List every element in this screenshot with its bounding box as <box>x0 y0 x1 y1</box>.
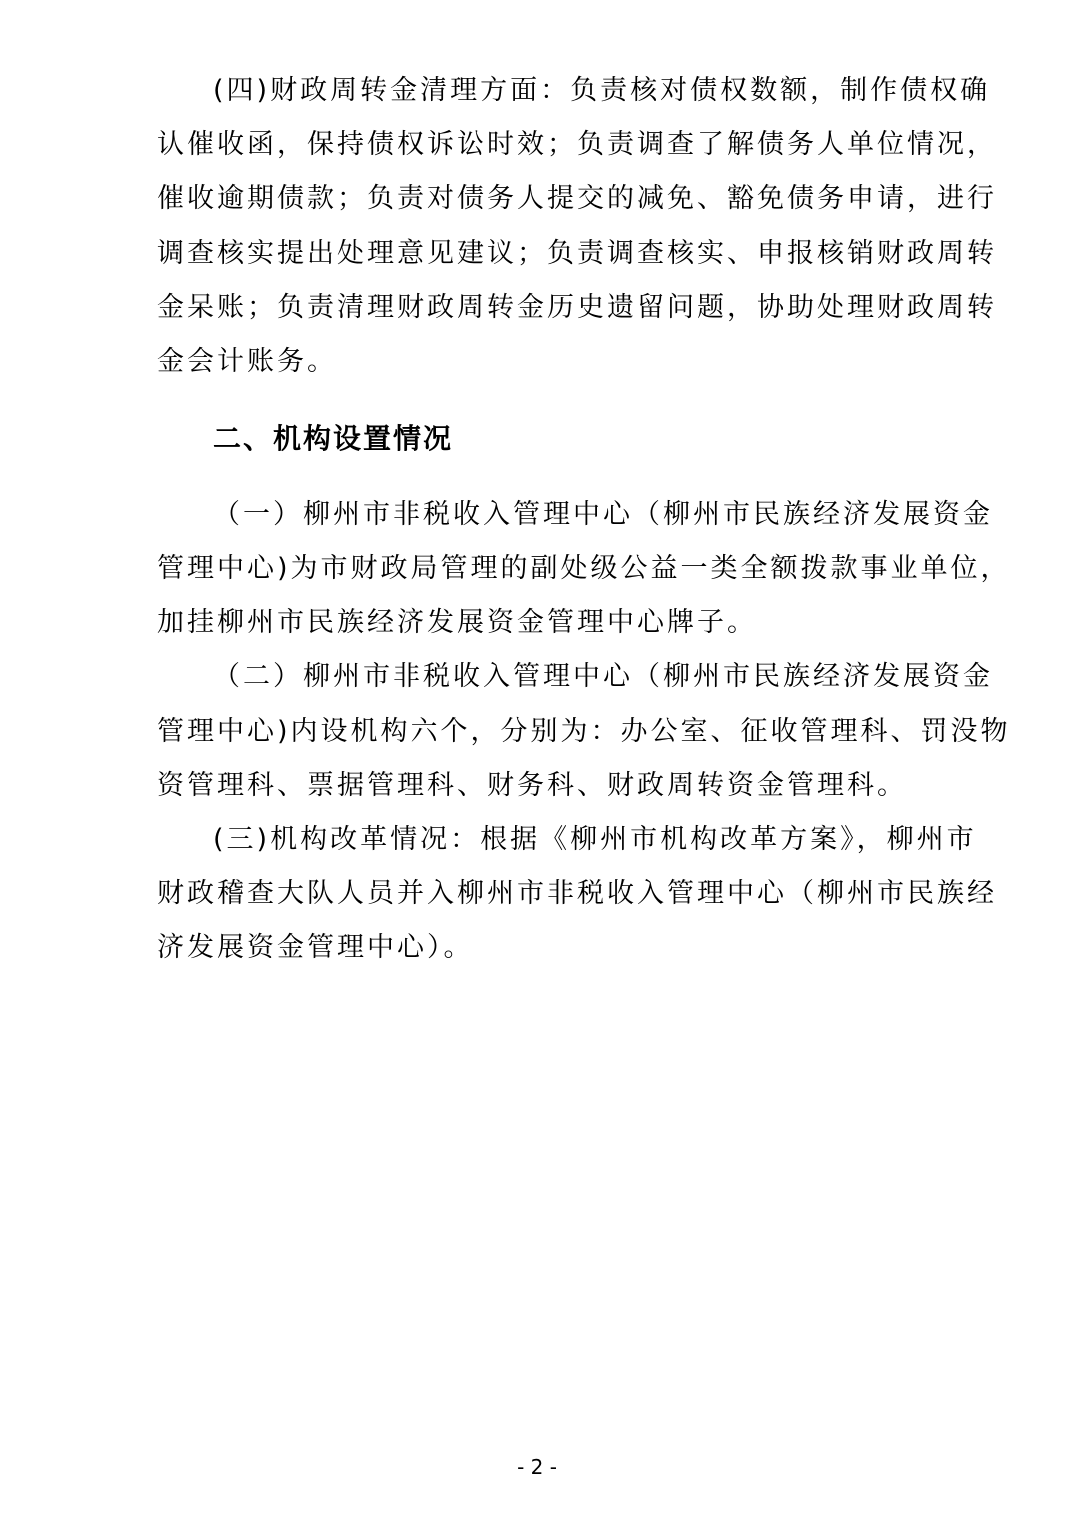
item-one-line-2: 管理中心)为市财政局管理的副处级公益一类全额拨款事业单位， <box>157 553 1011 584</box>
section-four-line-6: 金会计账务。 <box>157 346 337 377</box>
section-four-line-5: 金呆账；负责清理财政周转金历史遗留问题，协助处理财政周转 <box>157 292 997 323</box>
item-three-line-1: (三)机构改革情况：根据《柳州市机构改革方案》，柳州市 <box>213 824 977 855</box>
item-three-line-2: 财政稽查大队人员并入柳州市非税收入管理中心（柳州市民族经 <box>157 878 997 909</box>
item-two-line-2: 管理中心)内设机构六个，分别为：办公室、征收管理科、罚没物 <box>157 716 1011 747</box>
page-number: - 2 - <box>517 1455 557 1479</box>
section-four-line-3: 催收逾期债款；负责对债务人提交的减免、豁免债务申请，进行 <box>157 183 997 214</box>
section-four-line-4: 调查核实提出处理意见建议；负责调查核实、申报核销财政周转 <box>157 238 997 269</box>
section-four-line-1: (四)财政周转金清理方面：负责核对债权数额，制作债权确 <box>213 75 991 106</box>
item-two-line-1: （二）柳州市非税收入管理中心（柳州市民族经济发展资金 <box>213 661 993 692</box>
section-heading-two: 二、机构设置情况 <box>213 422 454 455</box>
item-three-line-3: 济发展资金管理中心）。 <box>157 932 474 963</box>
section-four-line-2: 认催收函，保持债权诉讼时效；负责调查了解债务人单位情况， <box>157 129 997 160</box>
item-two-line-3: 资管理科、票据管理科、财务科、财政周转资金管理科。 <box>157 770 907 801</box>
item-one-line-3: 加挂柳州市民族经济发展资金管理中心牌子。 <box>157 607 757 638</box>
item-one-line-1: （一）柳州市非税收入管理中心（柳州市民族经济发展资金 <box>213 499 993 530</box>
